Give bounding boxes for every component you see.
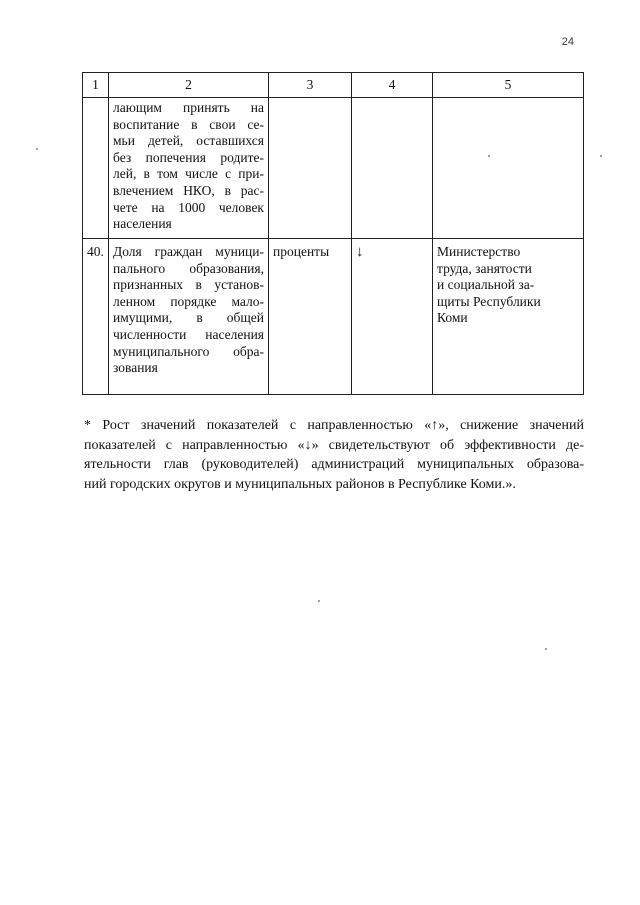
row-number-cell [83, 98, 109, 239]
indicator-description-cell [109, 98, 269, 239]
scan-speck [600, 155, 602, 157]
scan-speck [36, 148, 38, 150]
description-line: без попечения родите- [113, 149, 264, 165]
description-line: Доля граждан муници- [113, 244, 264, 259]
footnote-line: показателей с направленностью «↓» свидетельствуют об эффективности де- [84, 437, 584, 453]
footnote-line: ний городских округов и муниципальных районов в Республике Коми.». [84, 476, 516, 492]
scan-speck [488, 155, 490, 157]
footnote-line: ятельности глав (руководителей) администраций муниципальных образова- [84, 457, 584, 472]
description-line: зования [113, 360, 158, 376]
header-col-1: 1 [83, 73, 109, 98]
description-line: признанных в установ- [113, 277, 264, 293]
responsible-line: Министерство [437, 244, 521, 259]
page-number: 24 [561, 36, 574, 48]
description-line: влечением НКО, в рас- [113, 182, 264, 198]
description-line: численности населения [113, 326, 264, 342]
scan-speck [318, 600, 320, 602]
row-number-cell: 40. [83, 239, 109, 395]
footnote-line: * Рост значений показателей с направленностью «↑», снижение значений [84, 418, 584, 433]
table-row-continuation [83, 98, 584, 239]
scan-speck [545, 648, 547, 650]
footnote [84, 416, 584, 494]
direction-cell [352, 239, 433, 395]
description-line: муниципального обра- [113, 343, 264, 359]
description-line: лающим принять на [113, 100, 264, 115]
header-col-4: 4 [352, 73, 433, 98]
description-line: чете на 1000 человек [113, 199, 264, 215]
direction-cell [352, 98, 433, 239]
header-col-3: 3 [269, 73, 352, 98]
table-row-40 [83, 239, 584, 395]
responsible-line: труда, занятости [437, 260, 532, 276]
unit-cell [269, 98, 352, 239]
header-col-2: 2 [109, 73, 269, 98]
responsible-line: щиты Республики [437, 293, 541, 309]
description-line: населения [113, 216, 172, 232]
responsible-cell [433, 98, 584, 239]
indicators-table [82, 72, 584, 395]
responsible-line: и социальной за- [437, 277, 535, 293]
description-line: лей, в том числе с при- [113, 166, 264, 182]
indicator-description-cell [109, 239, 269, 395]
description-line: пального образования, [113, 260, 264, 276]
description-line: мьи детей, оставшихся [113, 133, 264, 149]
description-line: ленном порядке мало- [113, 293, 264, 309]
description-line: воспитание в свои се- [113, 116, 264, 132]
responsible-cell [433, 239, 584, 395]
arrow-down-icon: ↓ [356, 244, 364, 260]
description-line: имущими, в общей [113, 310, 264, 326]
header-col-5: 5 [433, 73, 584, 98]
unit-cell: проценты [269, 239, 352, 395]
responsible-line: Коми [437, 310, 468, 326]
table-header-row [83, 73, 584, 98]
